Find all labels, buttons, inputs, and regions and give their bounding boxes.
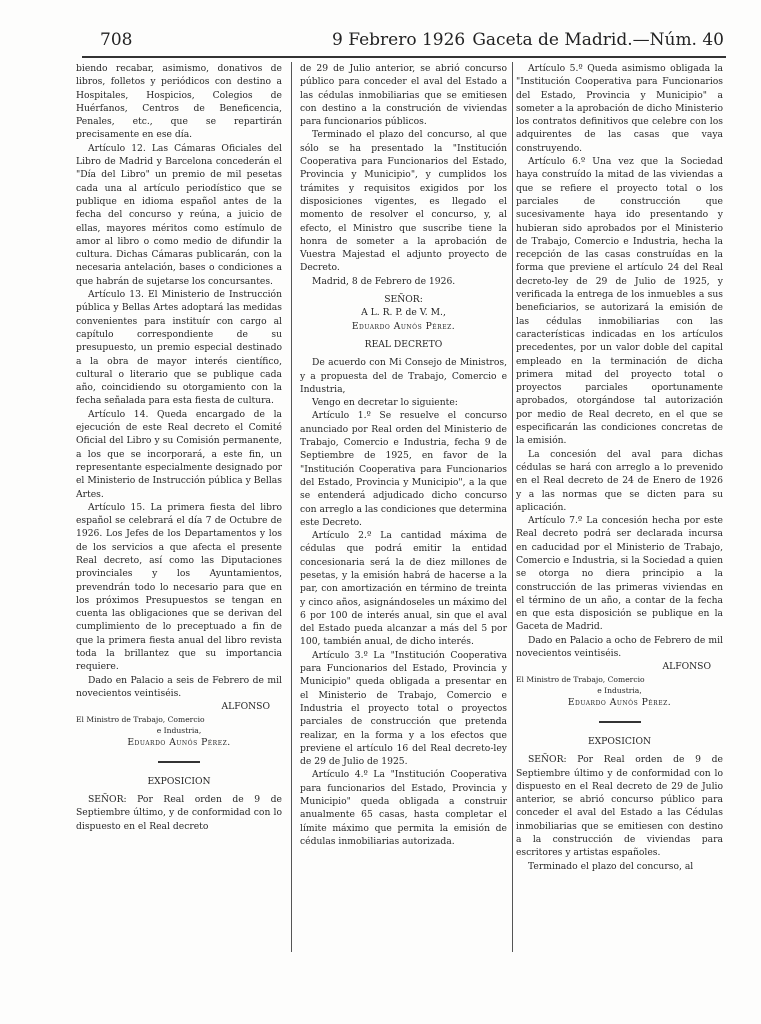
- minister-title: El Ministro de Trabajo, Comercio: [516, 674, 645, 684]
- article-13: Artículo 13. El Ministerio de Instrucción pública y Bellas Artes adoptará las medidas convenientes para instituír con cargo al capítulo correspondiente de su presupuesto, un premio especial destinado a la obra de mayor interés científico, cultural o literario que se publique cada año, coincidiendo su otorgamiento con la fecha señalada para esta fiesta de cultura.: [76, 289, 282, 407]
- section-separator: [158, 761, 200, 763]
- article-6: Artículo 6.º Una vez que la Sociedad haya construído la mitad de las viviendas a que se refiere el proyecto total o los parciales de construcción que sucesivamente haya ido presentando y hubieran sido aprobados por el Ministerio de Trabajo, Comercio e Industria, hecha la recepción de las casas construídas en la forma que previene el artículo 24 del Real decreto-ley de 29 de Julio de 1925, y verificada la entrega de los inmuebles a sus beneficiarios, se autorizará la emisión de las cédulas inmobiliarias con las características indicadas en los artículos precedentes, por un valor doble del capital empleado en la terminación de dicha primera mitad del proyecto total o proyectos parciales oportunamente aprobados, otorgándose tal autorización por medio de Real decreto, en el que se especificarán las condiciones concretas de la emisión.: [516, 156, 723, 447]
- article-4: Artículo 4.º La "Institución Cooperativa para funcionarios del Estado, Provincia y Municipio" queda obligada a construir anualmente 65 casas, hasta completar el límite máximo que permita la emisión de cédulas inmobiliarias autorizada.: [300, 769, 507, 847]
- dated-line: Dado en Palacio a seis de Febrero de mil novecientos veintiséis.: [76, 674, 282, 699]
- column-3: [516, 62, 723, 873]
- column-1: [76, 62, 282, 833]
- minister-title-cont: e Industria,: [156, 725, 202, 735]
- issue-date: 9 Febrero 1926: [332, 30, 466, 50]
- minister-name: Eduardo Aunós Pérez.: [351, 320, 456, 332]
- royal-signature: ALFONSO: [221, 701, 270, 713]
- article-7: Artículo 7.º La concesión hecha por este Real decreto podrá ser declarada incursa en caducidad por el Ministerio de Trabajo, Comercio e Industria, si la Sociedad a quien se otorga no diera principio a la construcción de las primeras viviendas en el término de un año, a contar de la fecha en que esta disposición se publique en la Gaceta de Madrid.: [516, 515, 723, 633]
- article-5: Artículo 5.º Queda asimismo obligada la "Institución Cooperativa para Funcionarios del Estado, Provincia y Municipio" a someter a la aprobación de dicho Ministerio los contratos definitivos que celebre con los adquirentes de las casas que vaya construyendo.: [516, 63, 723, 154]
- minister-title-cont: e Industria,: [597, 685, 642, 695]
- article-2: Artículo 2.º La cantidad máxima de cédulas que podrá emitir la entidad concesionaria será la de diez millones de pesetas, y la emisión habrá de hacerse a la par, con amortización en término de treinta y cinco años, asignándoseles un máximo del 6 por 100 de interés anual, sin que el aval del Estado pueda alcanzar a más del 5 por 100, también anual, de dicho interés.: [300, 530, 507, 648]
- column-2: [300, 62, 507, 848]
- minister-title: El Ministro de Trabajo, Comercio: [76, 714, 205, 724]
- paragraph: La concesión del aval para dichas cédulas se hará con arreglo a lo prevenido en el Real decreto de 24 de Enero de 1926 y a las normas que se dicten para su aplicación.: [516, 448, 723, 513]
- paragraph: SEÑOR: Por Real orden de 9 de Septiembre último, y de conformidad con lo dispuesto en el Real decreto: [76, 794, 282, 832]
- article-15: Artículo 15. La primera fiesta del libro español se celebrará el día 7 de Octubre de 1926. Los Jefes de los Departamentos y los de los servicios a que afecta el presente Real decreto, así como las Diputaciones provinciales y los Ayuntamientos, prevendrán todo lo necesario para que en los próximos Presupuestos se tengan en cuenta las obligaciones que se derivan del cumplimiento de lo preceptuado a fin de que la primera fiesta anual del libro revista toda la brillantez que su importancia requiere.: [76, 501, 282, 673]
- header-rule: [82, 56, 726, 58]
- paragraph: Terminado el plazo del concurso, al: [528, 860, 694, 872]
- section-heading: EXPOSICION: [147, 775, 211, 787]
- royal-signature: ALFONSO: [662, 661, 711, 673]
- publication-title: Gaceta de Madrid.—Núm. 40: [472, 30, 724, 50]
- article-3: Artículo 3.º La "Institución Cooperativa para Funcionarios del Estado, Provincia y Municipio" queda obligada a presentar en el Ministerio de Trabajo, Comercio e Industria el proyecto total o proyectos parciales de construcción que pretenda realizar, en la forma y a los efectos que previene el artículo 16 del Real decreto-ley de 29 de Julio de 1925.: [300, 649, 507, 768]
- article-1: Artículo 1.º Se resuelve el concurso anunciado por Real orden del Ministerio de Trabajo, Comercio e Industria, fecha 9 de Septiembre de 1925, en favor de la "Institución Cooperativa para Funcionarios del Estado, Provincia y Municipio", a la que se entenderá adjudicado dicho concurso con arreglo a las condiciones que determina este Decreto.: [300, 410, 507, 528]
- paragraph: biendo recabar, asimismo, donativos de libros, folletos y periódicos con destino a Hospitales, Hospicios, Colegios de Huérfanos, Centros de Beneficencia, Penales, etc., que se repartirán precisamente en ese día.: [76, 63, 282, 141]
- article-12: Artículo 12. Las Cámaras Oficiales del Libro de Madrid y Barcelona concederán el "Día del Libro" un premio de mil pesetas cada una al artículo periodístico que se publique en idioma español antes de la fecha del concurso y reúna, a juicio de ellas, mayores méritos como estímulo de amor al libro o como medio de difundir la cultura. Dichas Cámaras publicarán, con la necesaria antelación, bases o condiciones a que habrán de sujetarse los concursantes.: [76, 142, 282, 287]
- section-heading: REAL DECRETO: [364, 338, 443, 350]
- paragraph: Terminado el plazo del concurso, al que sólo se ha presentado la "Institución Cooperativa para Funcionarios del Estado, Provincia y Municipio", y cumplidos los trámites y requisitos exigidos por los disposiciones vigentes, es llegado el momento de resolver el concurso, y, al efecto, el Ministro que suscribe tiene la honra de someter a la aprobación de Vuestra Majestad el adjunto proyecto de Decreto.: [300, 129, 507, 274]
- dated-line: Madrid, 8 de Febrero de 1926.: [312, 275, 456, 287]
- section-separator: [599, 721, 641, 723]
- section-heading: EXPOSICION: [587, 735, 652, 747]
- dated-line: Dado en Palacio a ocho de Febrero de mil novecientos veintiséis.: [516, 634, 723, 660]
- column-divider: [512, 62, 513, 952]
- salutation: SEÑOR:: [384, 294, 423, 306]
- page-number: 708: [100, 30, 133, 50]
- article-14: Artículo 14. Queda encargado de la ejecución de este Real decreto el Comité Oficial del Libro y su Comisión permanente, a los que se incorporará, a este fin, un representante especialmente designado por el Ministerio de Instrucción pública y Bellas Artes.: [76, 408, 282, 500]
- column-divider: [291, 62, 292, 952]
- paragraph: De acuerdo con Mi Consejo de Ministros, y a propuesta del de Trabajo, Comercio e Industria,: [300, 357, 507, 395]
- paragraph: de 29 de Julio anterior, se abrió concurso público para conceder el aval del Estado a las cédulas inmobiliarias que se emitiesen con destino a la construción de viviendas para funcionarios públicos.: [300, 63, 507, 128]
- salutation-formula: A L. R. P. de V. M.,: [361, 307, 446, 319]
- page-header: [72, 28, 724, 54]
- minister-name: Eduardo Aunós Pérez.: [567, 696, 672, 708]
- paragraph: SEÑOR: Por Real orden de 9 de Septiembre último y de conformidad con lo dispuesto en el Real decreto de 29 de Julio anterior, se abrió concurso público para conceder el aval del Estado a las Cédulas inmobiliarias que se emitiesen con destino a la construcción de viviendas para escritores y artistas españoles.: [516, 754, 723, 859]
- minister-name: Eduardo Aunós Pérez.: [127, 736, 231, 748]
- paragraph: Vengo en decretar lo siguiente:: [312, 397, 458, 409]
